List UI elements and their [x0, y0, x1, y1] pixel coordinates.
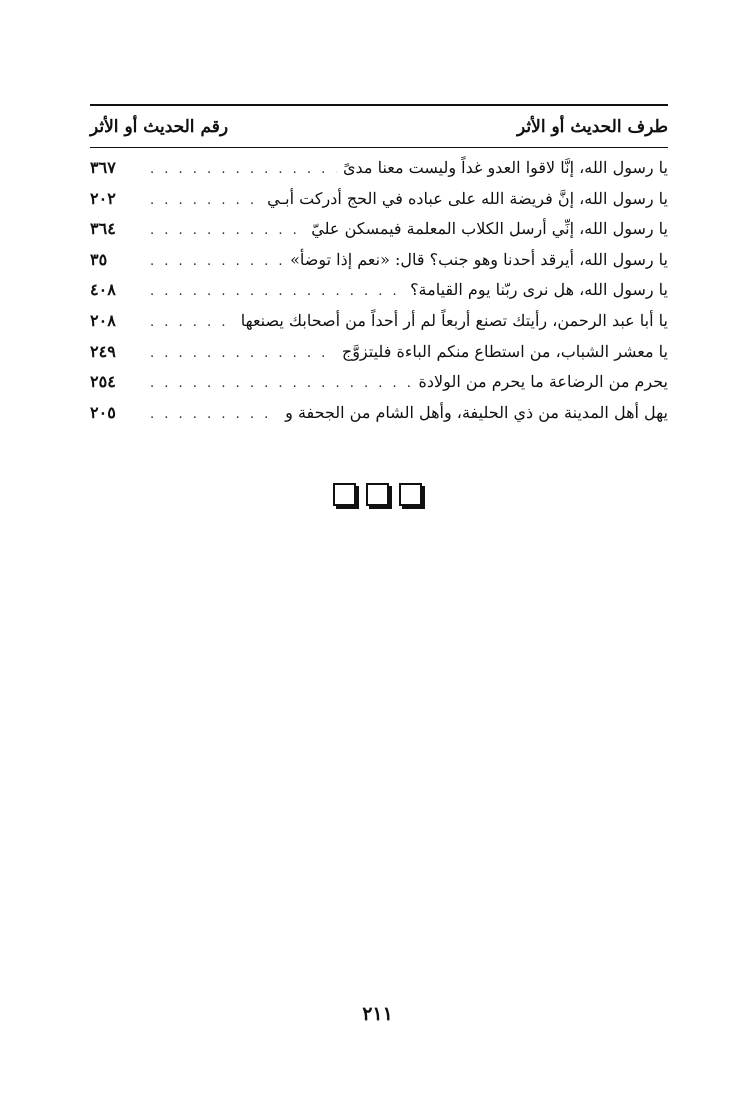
square-box-icon	[333, 483, 356, 506]
index-entry	[90, 403, 668, 434]
header-hadith-number-title: رقم الحديث أو الأثر	[90, 117, 229, 137]
entry-number: ٣٦٧	[90, 158, 116, 177]
leader-dots	[150, 162, 337, 177]
leader-dots	[150, 193, 261, 208]
index-entry	[90, 158, 668, 189]
square-box-icon	[399, 483, 422, 506]
table-header	[90, 112, 668, 142]
entry-number: ٤٠٨	[90, 280, 116, 300]
index-entry	[90, 311, 668, 342]
leader-dots	[150, 254, 284, 269]
leader-dots	[150, 284, 404, 299]
entry-text: يا رسول الله، إنَّا لاقوا العدو غداً وليست معنا مدىً	[342, 158, 668, 177]
header-bottom-rule	[90, 147, 668, 148]
square-box-icon	[366, 483, 389, 506]
index-entry	[90, 189, 668, 220]
entry-number: ٢٥٤	[90, 372, 116, 392]
entry-text: يا رسول الله، أيرقد أحدنا وهو جنب؟ قال: «نعم إذا توضأ»	[290, 249, 668, 269]
index-entry	[90, 219, 668, 250]
entry-number: ٣٦٤	[90, 219, 116, 239]
leader-dots	[150, 346, 336, 361]
entry-text: يا أبا عبد الرحمن، رأيتك تصنع أربعاً لم أر أحداً من أصحابك يصنعها	[240, 310, 668, 330]
entry-number: ٢٠٨	[90, 310, 116, 330]
index-entry	[90, 250, 668, 281]
leader-dots	[150, 223, 305, 238]
three-square-boxes-icon	[0, 483, 755, 506]
leader-dots	[150, 407, 279, 422]
entry-number: ٣٥	[90, 249, 108, 269]
index-entry	[90, 372, 668, 403]
entry-text: يا رسول الله، هل نرى ربّنا يوم القيامة؟	[410, 280, 668, 300]
entry-text: يحرم من الرضاعة ما يحرم من الولادة	[418, 372, 668, 392]
index-entry	[90, 342, 668, 373]
entry-number: ٢٤٩	[90, 341, 116, 361]
leader-dots	[150, 376, 413, 391]
entry-text: يا معشر الشباب، من استطاع منكم الباءة فليتزوَّج	[341, 341, 668, 361]
entry-number: ٢٠٢	[90, 188, 116, 208]
entry-text: يهل أهل المدينة من ذي الحليفة، وأهل الشام من الجحفة و	[285, 402, 668, 422]
index-entries	[90, 158, 668, 433]
entry-text: يا رسول الله، إنِّي أرسل الكلاب المعلمة فيمسكن عليّ	[311, 219, 668, 239]
header-hadith-text-title: طرف الحديث أو الأثر	[517, 117, 668, 137]
entry-number: ٢٠٥	[90, 402, 116, 422]
index-entry	[90, 280, 668, 311]
entry-text: يا رسول الله، إنَّ فريضة الله على عباده في الحج أدركت أبـي	[267, 188, 668, 208]
header-top-rule	[90, 104, 668, 106]
page-number: ٢١١	[362, 1003, 393, 1025]
leader-dots	[150, 315, 235, 330]
